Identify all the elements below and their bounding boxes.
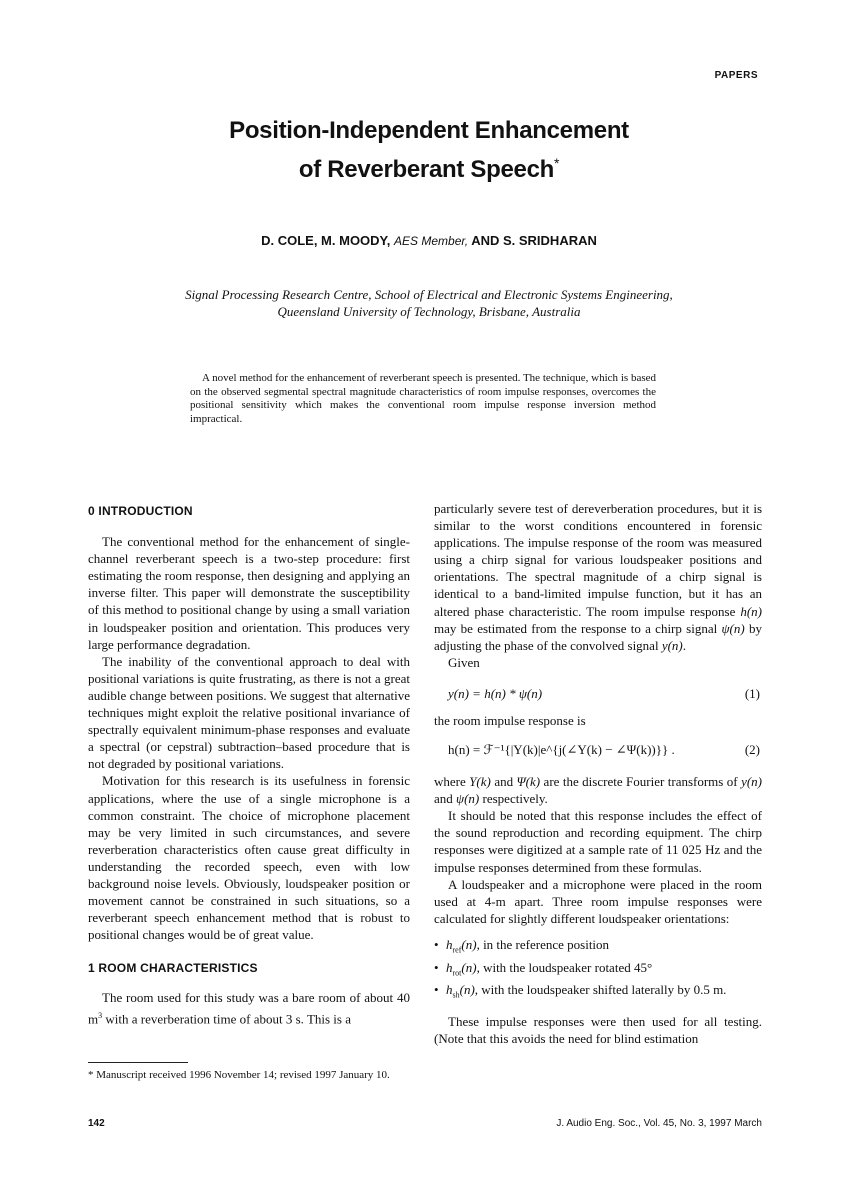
paper-title: [0, 114, 858, 186]
equation-1: [434, 685, 762, 705]
title-footnote-mark: *: [553, 155, 560, 171]
author-list: D. COLE, M. MOODY, AES Member, AND S. SRIDHARAN: [261, 233, 597, 248]
left-column: [88, 503, 410, 1027]
title-line-2: of Reverberant Speech*: [298, 155, 560, 183]
affiliation: Signal Processing Research Centre, School of Electrical and Electronic Systems Engineering, Queensland University of Technology, Brisbane, Australia: [185, 287, 673, 319]
footnote-rule: [88, 1062, 188, 1063]
equation-2-body: h(n) = ℱ⁻¹{|Y(k)|e^{j(∠Y(k) − ∠Ψ(k))}} .: [448, 742, 675, 758]
where-paragraph: where Y(k) and Ψ(k) are the discrete Fourier transforms of y(n) and ψ(n) respectively.: [434, 774, 762, 807]
impulse-response-list: [434, 936, 762, 1004]
equation-1-number: (1): [744, 685, 760, 701]
room-paragraph-1: The room used for this study was a bare room of about 40 $m^3$ with a reverberation time of about 3 s. This is a: [88, 990, 410, 1026]
equipment-paragraph: It should be noted that this response includes the effect of the sound reproduction and recording equipment. The chirp responses were digitized at a sample rate of 11 025 Hz and the impulse responses determined from these formulas.: [434, 808, 762, 875]
equation-2: [434, 741, 762, 761]
intro-paragraph-1: The conventional method for the enhancement of single-channel reverberant speech is a two-step procedure: first estimating the room response, then designing and applying an inverse filter. This paper will demonstrate the susceptibility of this method to positional change by using a small variation in loudspeaker position and orientation. This produces very large performance degradation.: [88, 534, 410, 652]
list-item: • $h_{ref}(n)$, in the reference position: [434, 936, 762, 959]
list-item: • $h_{sh}(n)$, with the loudspeaker shifted laterally by 0.5 m.: [434, 981, 762, 1004]
abstract: A novel method for the enhancement of reverberant speech is presented. The technique, which is based on the observed segmental spectral magnitude characteristics of room impulse responses, overcomes the positional sensitivity which makes the conventional room impulse response inversion method impractical.: [190, 372, 656, 425]
running-header-tag: PAPERS: [714, 70, 758, 81]
equation-2-number: (2): [744, 742, 760, 758]
page-number: 142: [88, 1118, 105, 1129]
testing-paragraph: These impulse responses were then used for all testing. (Note that this avoids the need for blind estimation: [434, 1013, 762, 1047]
intro-paragraph-3: Motivation for this research is its usefulness in forensic applications, where the use of a single microphone is a common constraint. The choice of microphone placement may be very limited in such circumstances, and severe reverberation characteristics often cause great difficulty in understanding the recorded speech, even with low background noise levels. Obviously, loudspeaker position or movement cannot be constrained in such situations, so a reverberant speech enhancement method that is robust to positional changes would be of great value.: [88, 773, 410, 943]
equation-intro: the room impulse response is: [434, 712, 586, 728]
continued-paragraph: particularly severe test of dereverberation procedures, but it is similar to the worst conditions encountered in forensic applications. The impulse response of the room was measured using a chirp signal for various loudspeaker positions and orientations. The spectral magnitude of a chirp signal is identical to a band-limited impulse function, but it has an altered phase characteristic. The room impulse response h(n) may be estimated from the response to a chirp signal ψ(n) by adjusting the phase of the convolved signal y(n).: [434, 501, 762, 653]
section-heading-introduction: 0 INTRODUCTION: [88, 504, 193, 518]
title-line-1: Position-Independent Enhancement: [229, 117, 629, 144]
aes-member-note: AES Member,: [394, 234, 469, 248]
section-heading-room-characteristics: 1 ROOM CHARACTERISTICS: [88, 961, 258, 976]
list-item: • $h_{rot}(n)$, with the loudspeaker rotated 45°: [434, 959, 762, 982]
equation-1-body: y(n) = h(n) * ψ(n): [448, 685, 543, 701]
footnote: * Manuscript received 1996 November 14; revised 1997 January 10.: [88, 1069, 390, 1081]
journal-reference: J. Audio Eng. Soc., Vol. 45, No. 3, 1997 March: [556, 1118, 762, 1129]
loudspeaker-paragraph: A loudspeaker and a microphone were placed in the room used at 4-m apart. Three room impulse responses were calculated for slightly different loudspeaker orientations:: [434, 876, 762, 926]
intro-paragraph-2: The inability of the conventional approach to deal with positional variations is quite frustrating, as there is not a great audible change between positions. We suggest that alternative techniques might exploit the relative positional invariance of spectrally equivalent minimum-phase responses and evaluate a spectral (or cepstral) subtraction–based procedure that is not degraded by positional variations.: [88, 653, 410, 772]
given-label: Given: [448, 654, 480, 670]
right-column: [434, 500, 762, 1047]
